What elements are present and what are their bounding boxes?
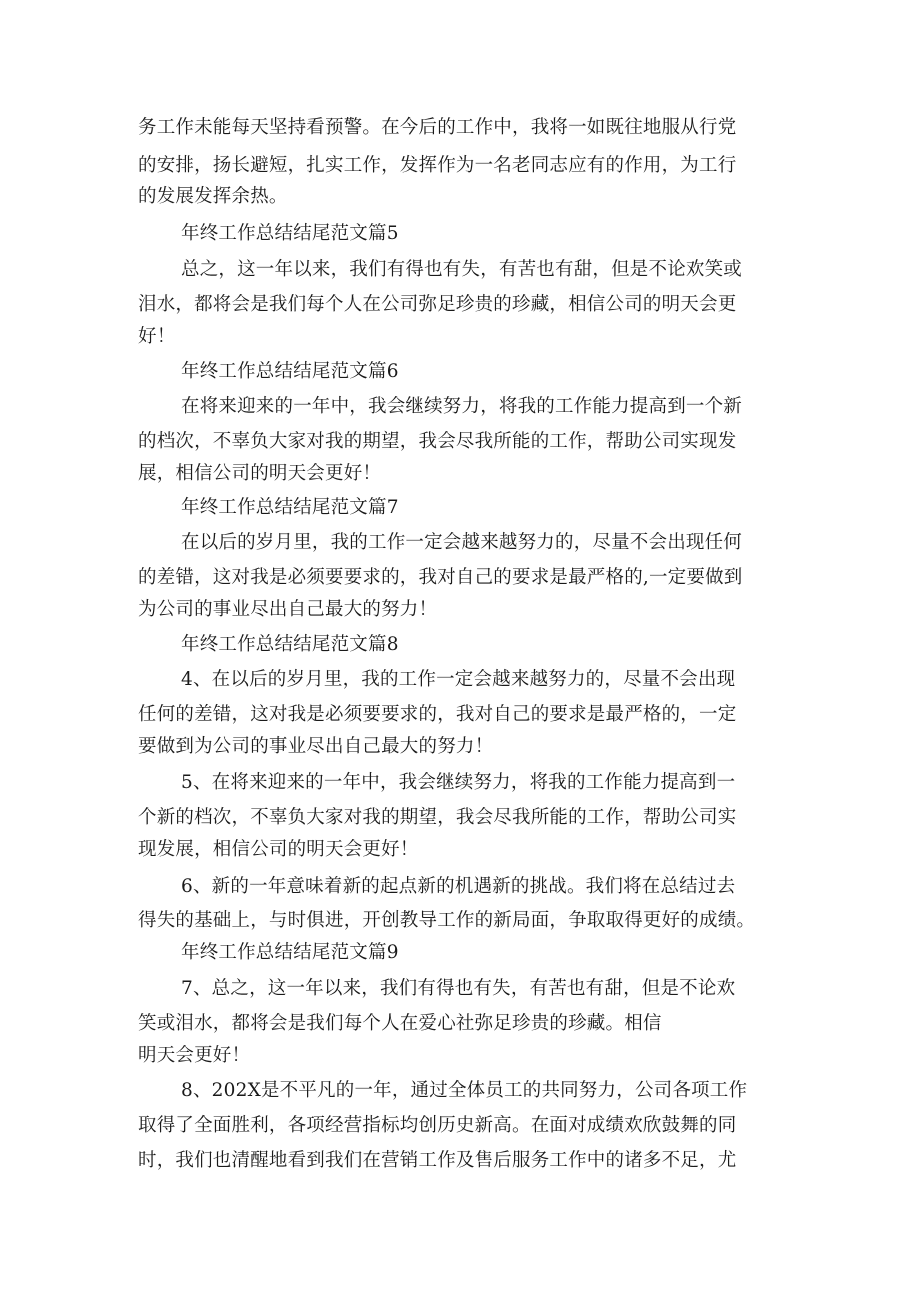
text-line: 泪水，都将会是我们每个人在公司弥足珍贵的珍藏，相信公司的明天会更 — [138, 294, 737, 315]
text-line: 明天会更好！ — [138, 1045, 251, 1066]
section-heading: 年终工作总结结尾范文篇5 — [181, 223, 399, 244]
text-line: 总之，这一年以来，我们有得也有失，有苦也有甜，但是不论欢笑或 — [181, 259, 743, 280]
text-line: 在将来迎来的一年中，我会继续努力，将我的工作能力提高到一个新 — [181, 396, 743, 417]
text-line: 6、新的一年意味着新的起点新的机遇新的挑战。我们将在总结过去 — [181, 876, 736, 897]
text-line: 4、在以后的岁月里，我的工作一定会越来越努力的，尽量不会出现 — [181, 669, 736, 690]
text-line: 笑或泪水，都将会是我们每个人在爱心社弥足珍贵的珍藏。相信 — [138, 1013, 662, 1034]
text-line: 的发展发挥余热。 — [138, 186, 288, 207]
text-line: 时，我们也清醒地看到我们在营销工作及售后服务工作中的诸多不足，尤 — [138, 1150, 737, 1171]
text-line: 的差错，这对我是必须要要求的，我对自己的要求是最严格的,一定要做到 — [138, 567, 743, 588]
text-line: 的安排，扬长避短，扎实工作，发挥作为一名老同志应有的作用，为工行 — [138, 155, 737, 176]
text-line: 任何的差错，这对我是必须要要求的，我对自己的要求是最严格的，一定 — [138, 704, 737, 725]
section-heading: 年终工作总结结尾范文篇9 — [181, 942, 399, 963]
text-line: 为公司的事业尽出自己最大的努力！ — [138, 599, 438, 620]
text-line: 个新的档次，不辜负大家对我的期望，我会尽我所能的工作，帮助公司实 — [138, 807, 737, 828]
section-heading: 年终工作总结结尾范文篇6 — [181, 361, 399, 382]
text-line: 好！ — [138, 326, 176, 347]
text-line: 要做到为公司的事业尽出自己最大的努力！ — [138, 736, 494, 757]
text-line: 在以后的岁月里，我的工作一定会越来越努力的，尽量不会出现任何 — [181, 532, 743, 553]
text-line: 得失的基础上，与时俱进，开创教导工作的新局面，争取取得更好的成绩。 — [138, 910, 756, 931]
text-line: 取得了全面胜利，各项经营指标均创历史新高。在面对成绩欢欣鼓舞的同 — [138, 1115, 737, 1136]
text-line: 现发展，相信公司的明天会更好！ — [138, 839, 419, 860]
text-line: 7、总之，这一年以来，我们有得也有失，有苦也有甜，但是不论欢 — [181, 978, 736, 999]
text-line: 8、202X是不平凡的一年，通过全体员工的共同努力，公司各项工作 — [181, 1080, 748, 1101]
text-line: 5、在将来迎来的一年中，我会继续努力，将我的工作能力提高到一 — [181, 772, 736, 793]
section-heading: 年终工作总结结尾范文篇8 — [181, 634, 399, 655]
section-heading: 年终工作总结结尾范文篇7 — [181, 497, 399, 518]
text-line: 的档次，不辜负大家对我的期望，我会尽我所能的工作，帮助公司实现发 — [138, 431, 737, 452]
text-line: 务工作未能每天坚持看预警。在今后的工作中，我将一如既往地服从行党 — [138, 117, 737, 138]
text-line: 展，相信公司的明天会更好！ — [138, 463, 382, 484]
